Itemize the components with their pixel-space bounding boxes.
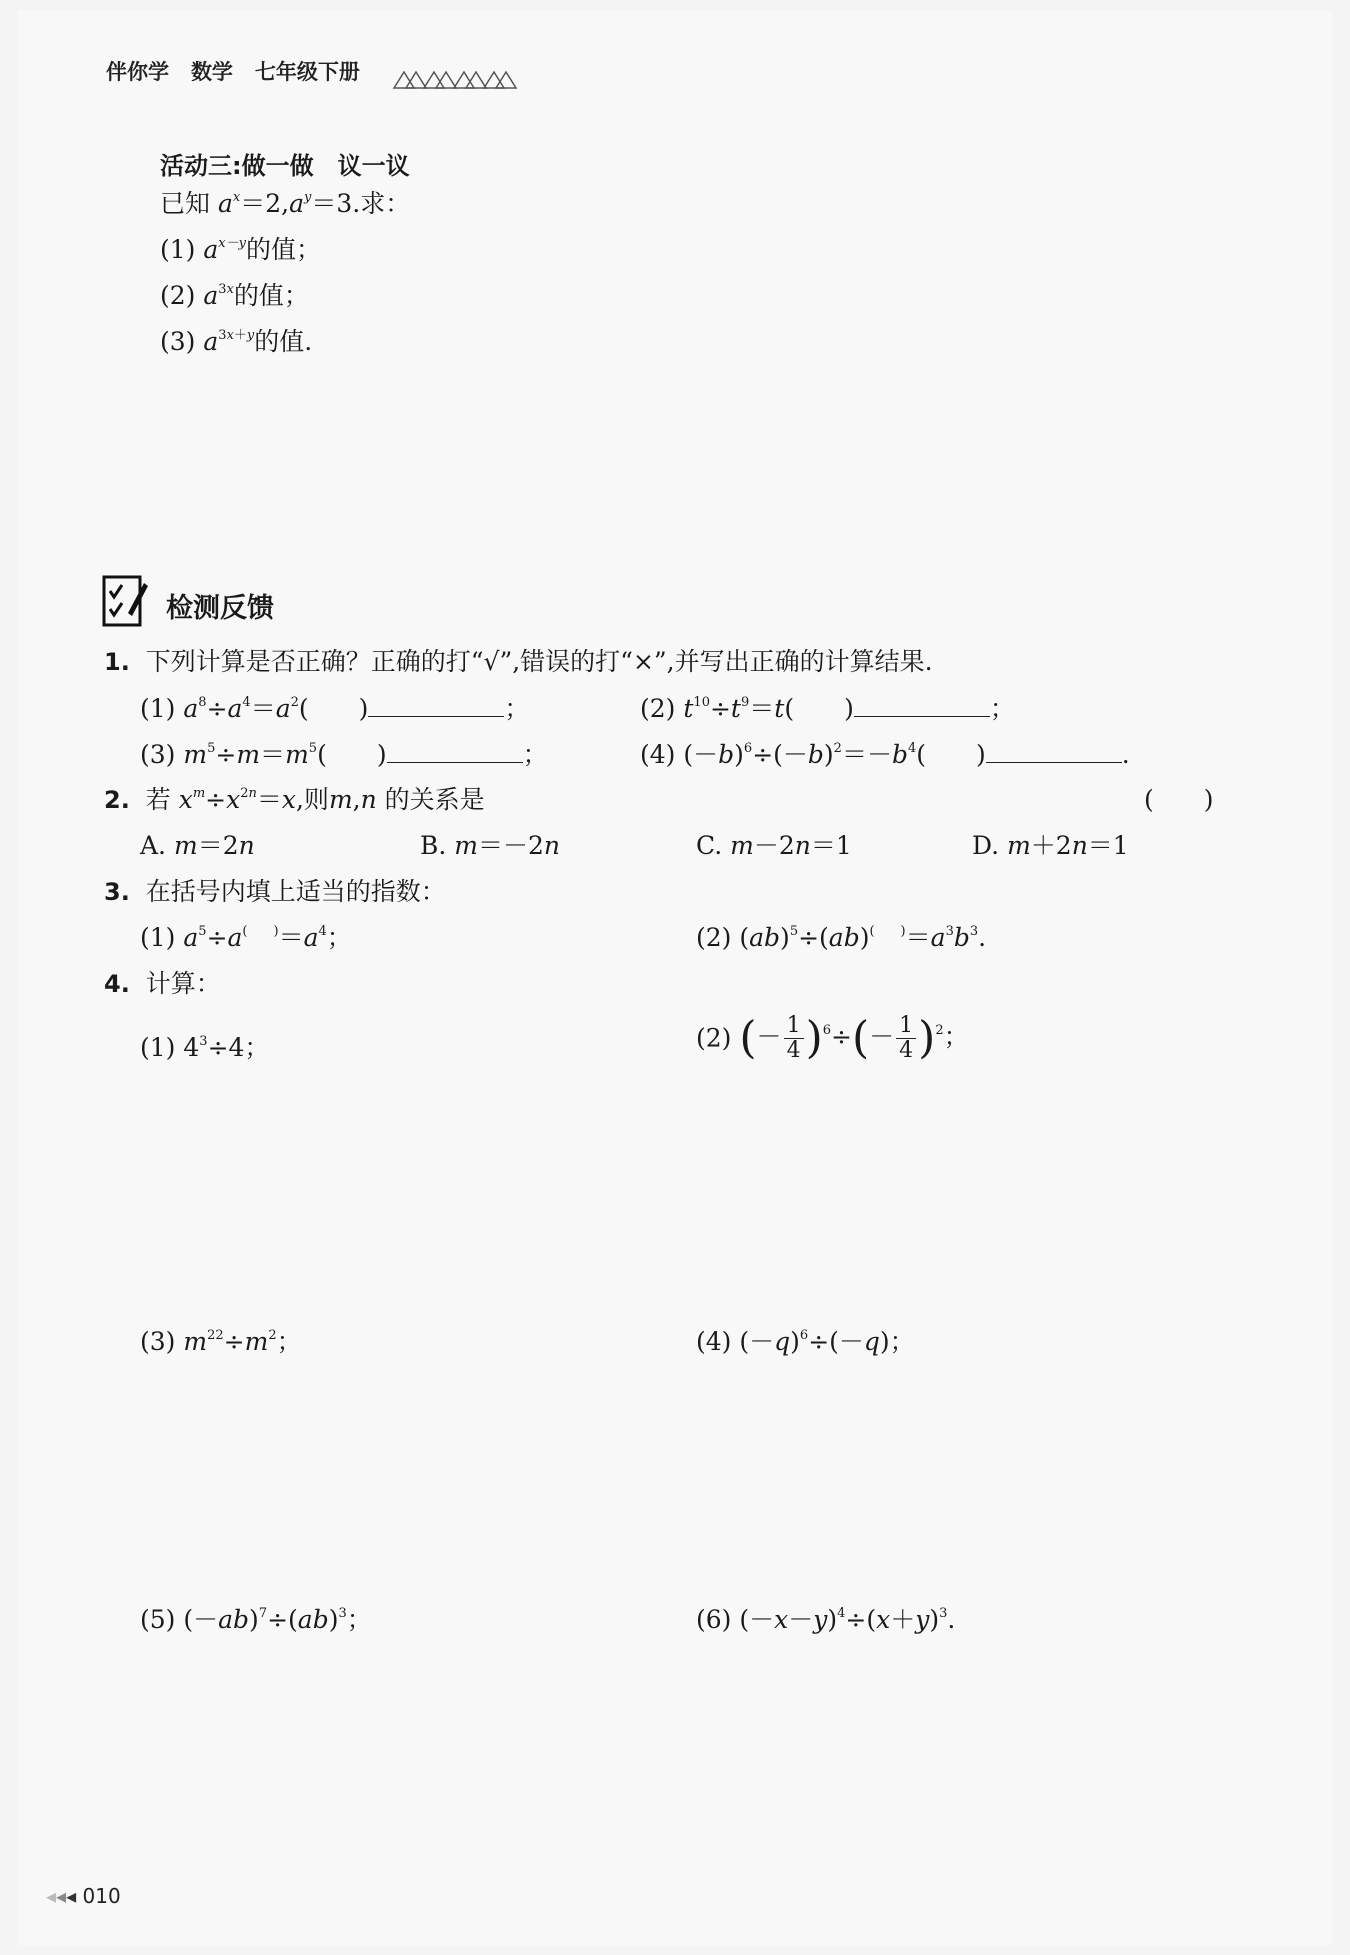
- activity-item-3: (3) $a^{3x+y}$的值.: [160, 327, 313, 356]
- q2-answer-paren: ( ): [1144, 785, 1214, 814]
- q4-item-2: (2) (－ $\frac{1}{4}$ )$^6$÷(－ $\frac{1}{4}$ )$^2$；: [696, 1012, 969, 1064]
- activity-title: 活动三:做一做 议一议: [160, 152, 410, 180]
- checklist-pencil-icon: [102, 573, 148, 629]
- q2-option-c: C. m－2n＝1: [696, 831, 852, 860]
- q1-item-2: (2) $t^{10}\div t^9=t$( ) ；: [640, 694, 1015, 723]
- q4-item-6: (6) $(-x-y)^4\div(x+y)^3$.: [696, 1605, 956, 1634]
- triangles-decoration-icon: [392, 70, 542, 90]
- header-book: 伴你学: [106, 60, 169, 84]
- section-title: 检测反馈: [166, 593, 274, 624]
- q3-item-1: (1) $a^5\div a^{( )}=a^4$；: [140, 923, 352, 952]
- q1-item-1: (1) $a^8\div a^4=a^2$( ) ；: [140, 694, 530, 723]
- page-footer: [46, 1884, 121, 1908]
- q4-item-1: (1) $4^3\div 4$；: [140, 1033, 270, 1062]
- activity-item-2: (2) $a^{3x}$的值；: [160, 281, 309, 310]
- q2-option-a: A. m＝2n: [140, 831, 255, 860]
- q2-option-d: D. m＋2n＝1: [972, 831, 1129, 860]
- activity-given: 已知 $a^x=2,a^y=3$.求：: [160, 189, 411, 218]
- running-header: [106, 56, 360, 86]
- question-3: 3. 在括号内填上适当的指数：: [104, 877, 446, 906]
- header-subject: 数学: [190, 60, 233, 84]
- question-1: 1. 下列计算是否正确？正确的打“√”,错误的打“×”,并写出正确的计算结果.: [104, 647, 933, 676]
- activity-item-1: (1) $a^{x-y}$的值；: [160, 235, 321, 264]
- q4-item-4: (4) $(-q)^6\div(-q)$；: [696, 1327, 915, 1356]
- arrow-decoration-icon: ◂: [66, 1884, 77, 1908]
- q2-option-b: B. m＝－2n: [420, 831, 561, 860]
- arrow-decoration-icon: ◂: [56, 1884, 67, 1908]
- question-2: 2. 若 $x^m\div x^{2n}=x$,则m,n 的关系是: [104, 785, 485, 814]
- arrow-decoration-icon: ◂: [46, 1884, 57, 1908]
- q1-item-3: (3) $m^5\div m=m^5$( ) ；: [140, 740, 548, 769]
- question-4: 4. 计算：: [104, 969, 221, 998]
- q4-item-3: (3) $m^{22}\div m^2$；: [140, 1327, 302, 1356]
- q1-item-4: (4) $(-b)^6\div(-b)^2=-b^4$( ) .: [640, 740, 1130, 769]
- page-number: 010: [82, 1884, 121, 1908]
- q4-item-5: (5) $(-ab)^7\div(ab)^3$；: [140, 1605, 372, 1634]
- header-grade: 七年级下册: [254, 60, 360, 84]
- q3-item-2: (2) $(ab)^5\div(ab)^{( )}=a^3b^3$.: [696, 923, 987, 952]
- page: [18, 10, 1332, 1945]
